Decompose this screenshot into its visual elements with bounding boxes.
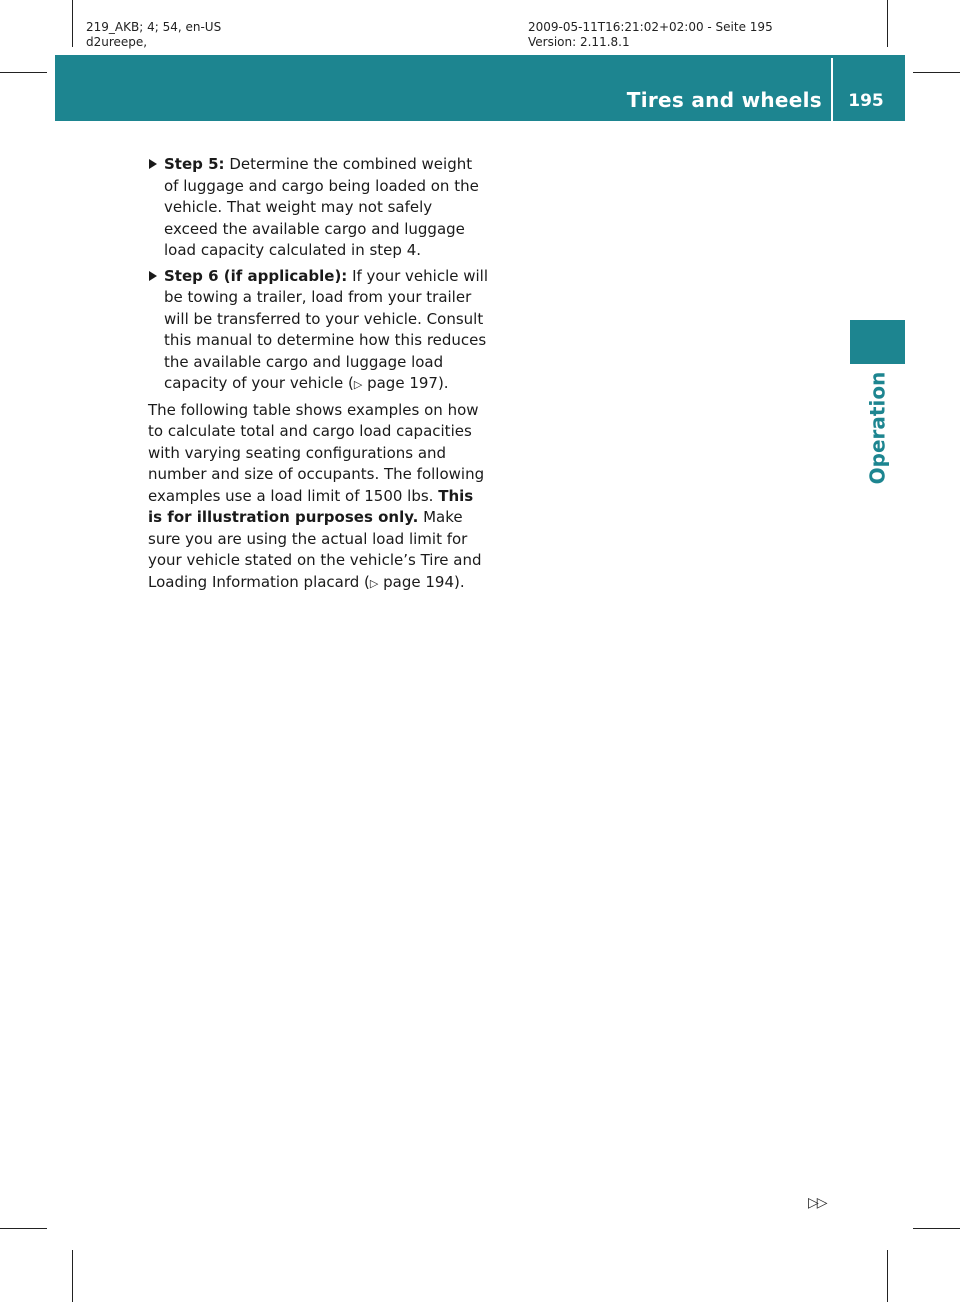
page-ref-arrow-icon: ▷	[353, 378, 363, 391]
main-content	[148, 154, 488, 594]
header-divider	[831, 58, 833, 121]
crop-mark	[913, 1228, 960, 1229]
page-ref-arrow-icon: ▷	[369, 576, 379, 590]
chapter-title: Operation	[865, 371, 890, 485]
crop-mark	[887, 1250, 888, 1302]
body-paragraph	[148, 400, 488, 595]
crop-mark	[0, 1228, 47, 1229]
page-number: 195	[848, 91, 884, 111]
crop-mark	[72, 0, 73, 47]
step-bullet-icon	[149, 271, 157, 281]
step-label: Step 5:	[164, 155, 225, 173]
paragraph-emphasis: This is for illustration purposes only.	[148, 486, 474, 526]
paragraph-text: Make sure you are using the actual load limit for your vehicle stated on the vehicle’s Tire and Loading Information placard (	[148, 508, 482, 591]
paragraph-text: The following table shows examples on how to calculate total and cargo load capacities with varying seating configurations and number and size of occupants. The following examples use a load limit of 1500 lbs.	[148, 400, 485, 505]
step-text: Determine the combined weight of luggage and cargo being loaded on the vehicle. That weight may not safely exceed the available cargo and luggage load capacity calculated in step 4.	[164, 155, 479, 259]
meta-author: d2ureepe,	[86, 34, 148, 49]
section-title: Tires and wheels	[626, 88, 822, 112]
meta-timestamp: 2009-05-11T16:21:02+02:00 - Seite 195	[528, 20, 773, 34]
page-reference-link[interactable]: page 194).	[378, 572, 465, 591]
continued-next-page-icon: ▷▷	[808, 1195, 826, 1211]
meta-version: Version: 2.11.8.1	[528, 34, 630, 49]
chapter-tab-label	[850, 368, 905, 488]
step-item	[148, 154, 488, 262]
page-reference-link[interactable]: page 197).	[362, 374, 449, 392]
step-item	[148, 266, 488, 396]
step-text: If your vehicle will be towing a trailer, load from your trailer will be transferred to your vehicle. Consult this manual to determine how this reduces the available cargo and luggage load capacity of your vehicle (	[164, 266, 489, 392]
print-meta-left	[86, 20, 221, 49]
step-bullet-icon	[149, 159, 157, 169]
crop-mark	[0, 72, 47, 73]
crop-mark	[72, 1250, 73, 1302]
step-label: Step 6 (if applicable):	[164, 266, 348, 285]
crop-mark	[887, 0, 888, 47]
meta-job-id: 219_AKB; 4; 54, en-US	[86, 20, 222, 34]
crop-mark	[913, 72, 960, 73]
chapter-tab-marker	[850, 320, 905, 364]
print-meta-right	[528, 20, 773, 49]
